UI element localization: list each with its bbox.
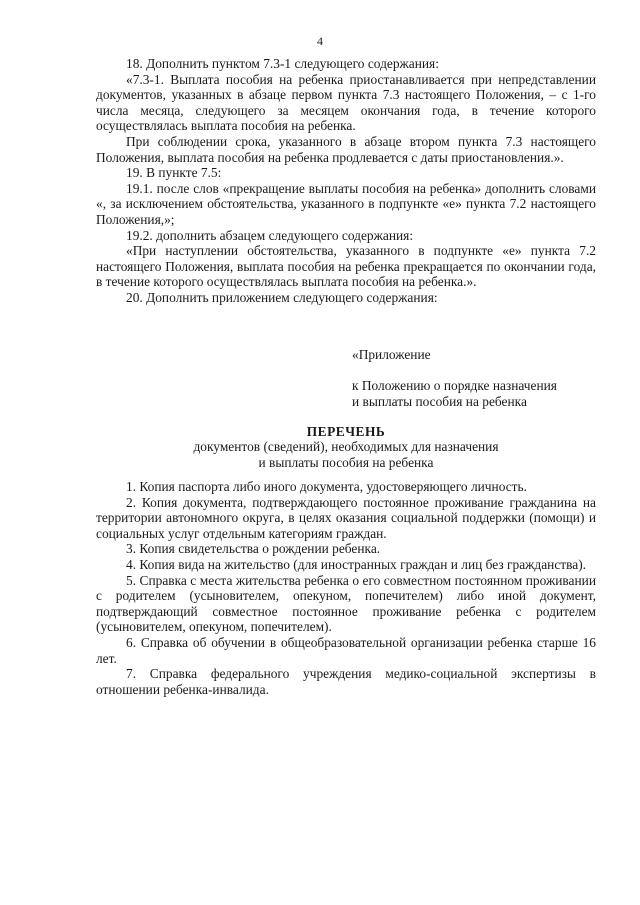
amendment-paragraph: 19.2. дополнить абзацем следующего содержания:: [126, 227, 414, 243]
list-item: 5. Справка с места жительства ребенка о его совместном постоянном проживании с родителем (усыновителем, опекуном, попечителем) либо иной документ, подтверждающий совместное постоянное проживание ребенка с родителем (усыновителем, опекуном, попечителем).: [96, 572, 596, 635]
list-item: 2. Копия документа, подтверждающего постоянное проживание гражданина на территории автономного округа, в целях оказания социальной поддержки (помощи) и социальных услуг отдельным категориям граждан.: [96, 494, 596, 541]
list-subtitle-line: и выплаты пособия на ребенка: [258, 454, 434, 470]
documents-list: [96, 479, 596, 697]
list-item: 4. Копия вида на жительство (для иностранных граждан и лиц без гражданства).: [126, 556, 587, 572]
page-number: 4: [317, 34, 323, 48]
list-item: 7. Справка федерального учреждения медико-социальной экспертизы в отношении ребенка-инвалида.: [96, 666, 596, 697]
amendment-paragraph: 19.1. после слов «прекращение выплаты пособия на ребенка» дополнить словами «, за исключением обстоятельства, указанного в подпункте «е» пункта 7.2 настоящего Положения,»;: [96, 180, 596, 227]
appendix-reference-line: к Положению о порядке назначения: [352, 378, 557, 393]
amendment-paragraph: «7.3-1. Выплата пособия на ребенка приостанавливается при непредставлении документов, указанных в абзаце первом пункта 7.3 настоящего Положения, – с 1-го числа месяца, следующего за месяцем окончания года, в течение которого осуществлялась выплата пособия на ребенка.: [96, 71, 596, 134]
appendix-label: «Приложение: [352, 347, 431, 362]
amendment-paragraph: 20. Дополнить приложением следующего содержания:: [126, 289, 438, 305]
appendix-reference-line: и выплаты пособия на ребенка: [352, 393, 527, 409]
amendment-paragraph: 18. Дополнить пунктом 7.3-1 следующего содержания:: [126, 56, 439, 71]
amendments-block: [96, 56, 596, 306]
list-item: 6. Справка об обучении в общеобразовательной организации ребенка старше 16 лет.: [96, 634, 596, 666]
appendix-reference: [352, 378, 602, 409]
amendment-paragraph: При соблюдении срока, указанного в абзаце втором пункта 7.3 настоящего Положения, выплата пособия на ребенка продлевается с даты приостановления.».: [96, 133, 596, 165]
list-subtitle: [96, 439, 596, 470]
list-title: ПЕРЕЧЕНЬ: [306, 424, 386, 439]
list-item: 1. Копия паспорта либо иного документа, удостоверяющего личность.: [126, 479, 527, 494]
amendment-paragraph: «При наступлении обстоятельства, указанного в подпункте «е» пункта 7.2 настоящего Положения, выплата пособия на ребенка прекращается по окончании года, в течение которого осуществлялась выплата пособия на ребенка.».: [96, 243, 596, 290]
amendment-paragraph: 19. В пункте 7.5:: [126, 165, 222, 181]
list-subtitle-line: документов (сведений), необходимых для назначения: [193, 439, 499, 454]
list-item: 3. Копия свидетельства о рождении ребенка.: [126, 541, 381, 557]
